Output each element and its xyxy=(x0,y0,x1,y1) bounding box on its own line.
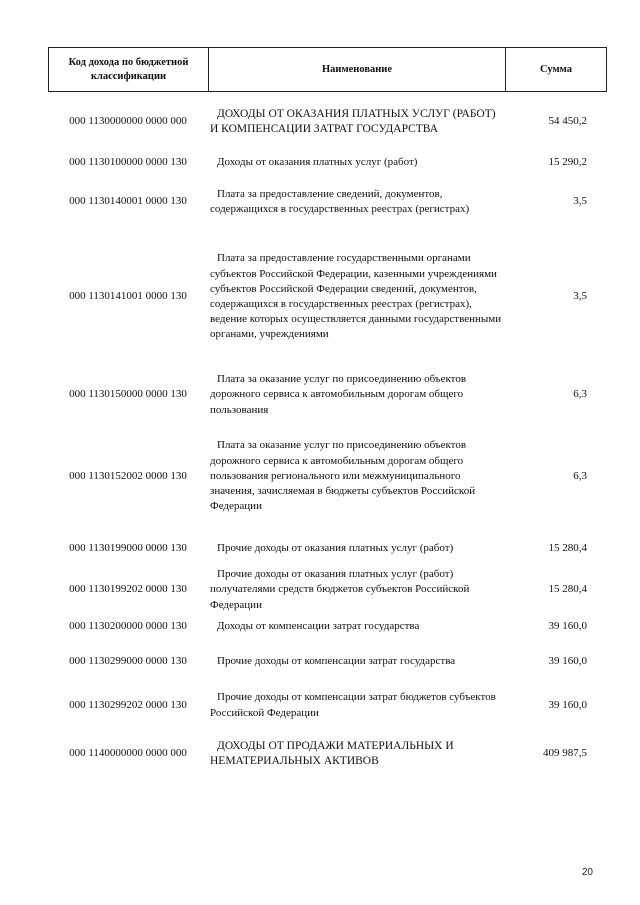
row-code: 000 1130140001 0000 130 xyxy=(69,195,187,208)
header-sum: Сумма xyxy=(540,63,572,75)
row-code: 000 1130000000 0000 000 xyxy=(69,115,187,128)
row-name: Прочие доходы от компенсации затрат бюджетов субъектов Российской Федерации xyxy=(210,691,496,719)
row-name: Доходы от компенсации затрат государства xyxy=(217,620,420,633)
row-code: 000 1130100000 0000 130 xyxy=(69,156,187,169)
row-sum: 6,3 xyxy=(573,388,587,401)
row-sum: 6,3 xyxy=(573,469,587,482)
row-name: Плата за оказание услуг по присоединению объектов дорожного сервиса к автомобильным дорогам общего пользования xyxy=(210,373,467,416)
header-name: Наименование xyxy=(209,48,506,91)
row-name: ДОХОДЫ ОТ ПРОДАЖИ МАТЕРИАЛЬНЫХ И НЕМАТЕРИАЛЬНЫХ АКТИВОВ xyxy=(210,739,454,767)
row-code: 000 1130141001 0000 130 xyxy=(69,290,187,303)
table-row xyxy=(48,690,607,721)
row-code: 000 1130152002 0000 130 xyxy=(69,469,187,482)
table-row xyxy=(48,646,607,677)
row-name: Доходы от оказания платных услуг (работ) xyxy=(217,156,418,169)
row-code: 000 1140000000 0000 000 xyxy=(69,747,187,760)
table-row xyxy=(48,619,607,635)
row-name: Плата за предоставление сведений, документов, содержащихся в государственных реестрах (регистрах) xyxy=(210,187,470,215)
table-header xyxy=(48,47,607,92)
table-row xyxy=(48,155,607,171)
row-name: Прочие доходы от оказания платных услуг (работ) получателями средств бюджетов субъектов Российской Федерации xyxy=(210,568,470,611)
row-code: 000 1130299000 0000 130 xyxy=(69,654,187,667)
row-name: Плата за предоставление государственными органами субъектов Российской Федерации, казенными учреждениями субъектов Российской Федерации сведений, документов, содержащихся в государственных реестрах (регистрах), ведение которых осуществляется данными государственными органами, учреждениями xyxy=(210,252,502,341)
row-sum: 39 160,0 xyxy=(548,654,587,667)
row-code: 000 1130199202 0000 130 xyxy=(69,583,187,596)
table-row xyxy=(48,179,607,225)
header-code: Код дохода по бюджетной классификации xyxy=(49,48,209,91)
table-row xyxy=(48,98,607,146)
row-sum: 15 290,2 xyxy=(548,156,587,169)
table-row xyxy=(48,730,607,778)
row-sum: 3,5 xyxy=(573,290,587,303)
row-code: 000 1130199000 0000 130 xyxy=(69,541,187,554)
row-name: Прочие доходы от оказания платных услуг (работ) xyxy=(217,541,454,554)
row-code: 000 1130299202 0000 130 xyxy=(69,698,187,711)
table-row xyxy=(48,236,607,358)
table-row xyxy=(48,567,607,613)
row-sum: 409 987,5 xyxy=(543,747,587,760)
row-sum: 15 280,4 xyxy=(548,583,587,596)
row-name: ДОХОДЫ ОТ ОКАЗАНИЯ ПЛАТНЫХ УСЛУГ (РАБОТ) И КОМПЕНСАЦИИ ЗАТРАТ ГОСУДАРСТВА xyxy=(210,107,496,135)
row-sum: 15 280,4 xyxy=(548,541,587,554)
row-code: 000 1130200000 0000 130 xyxy=(69,620,187,633)
row-sum: 39 160,0 xyxy=(548,698,587,711)
row-sum: 3,5 xyxy=(573,195,587,208)
table-row xyxy=(48,431,607,522)
row-sum: 54 450,2 xyxy=(548,115,587,128)
row-sum: 39 160,0 xyxy=(548,620,587,633)
row-name: Плата за оказание услуг по присоединению объектов дорожного сервиса к автомобильным дорогам общего пользования регионального или межмуниципального значения, зачисляемая в бюджеты субъектов Российской Федерации xyxy=(210,439,476,513)
table-row xyxy=(48,372,607,418)
row-name: Прочие доходы от компенсации затрат государства xyxy=(217,654,456,667)
page-number: 20 xyxy=(581,867,593,878)
row-code: 000 1130150000 0000 130 xyxy=(69,388,187,401)
table-row xyxy=(48,533,607,564)
